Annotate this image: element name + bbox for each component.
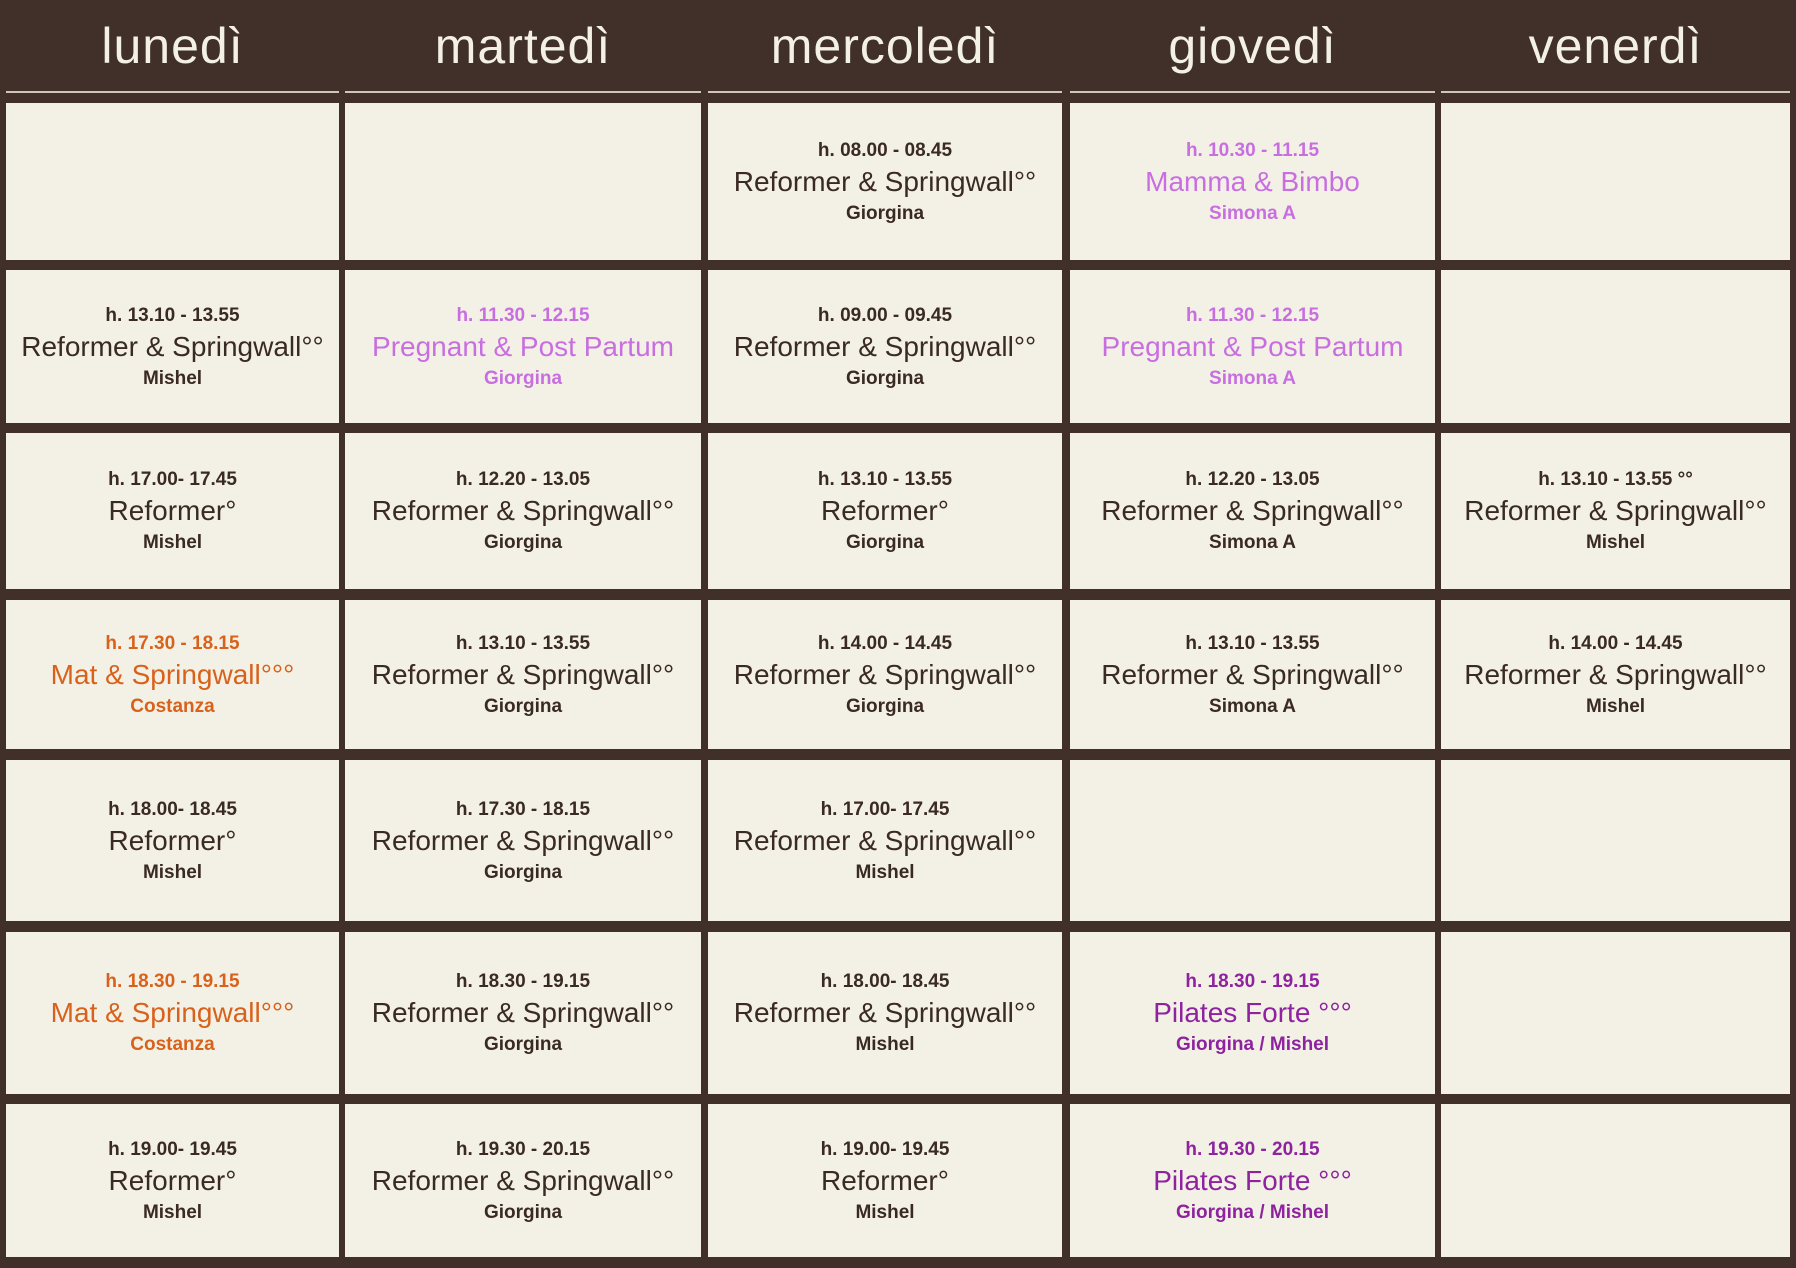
class-slot xyxy=(345,760,701,921)
class-instructor: Simona A xyxy=(1209,695,1296,717)
class-name: Reformer° xyxy=(108,824,237,856)
empty-slot xyxy=(1441,103,1790,260)
class-instructor: Costanza xyxy=(130,695,215,717)
class-instructor: Giorgina xyxy=(483,532,563,553)
day-header-martedi: martedì xyxy=(345,0,701,93)
class-slot xyxy=(1070,1104,1435,1257)
class-name: Reformer & Springwall°° xyxy=(371,1164,675,1196)
class-time: h. 11.30 - 12.15 xyxy=(1185,304,1320,326)
class-time: h. 11.30 - 12.15 xyxy=(456,304,590,326)
class-time: h. 17.30 - 18.15 xyxy=(105,632,240,654)
class-name: Reformer & Springwall°° xyxy=(371,997,675,1028)
class-instructor: Giorgina xyxy=(483,367,563,389)
class-slot xyxy=(6,1104,339,1257)
class-time: h. 17.00- 17.45 xyxy=(108,469,237,490)
class-name: Reformer & Springwall°° xyxy=(733,658,1037,690)
class-time: h. 08.00 - 08.45 xyxy=(817,139,953,161)
class-instructor: Mishel xyxy=(855,1034,915,1055)
class-instructor: Giorgina xyxy=(483,1201,563,1223)
class-slot xyxy=(6,433,339,589)
class-time: h. 19.30 - 20.15 xyxy=(455,1138,591,1160)
class-time: h. 18.00- 18.45 xyxy=(108,798,237,820)
class-slot xyxy=(708,760,1062,921)
class-instructor: Mishel xyxy=(142,532,203,553)
class-slot xyxy=(708,1104,1062,1257)
class-name: Reformer & Springwall°° xyxy=(1101,658,1404,690)
class-slot xyxy=(6,932,339,1094)
class-instructor: Simona A xyxy=(1209,202,1296,224)
class-name: Mat & Springwall°°° xyxy=(50,997,295,1028)
class-slot xyxy=(6,270,339,423)
day-header-lunedi: lunedì xyxy=(6,0,339,93)
class-name: Reformer° xyxy=(108,495,237,526)
class-time: h. 18.30 - 19.15 xyxy=(455,971,591,992)
class-name: Pregnant & Post Partum xyxy=(1101,330,1404,362)
class-slot xyxy=(345,600,701,749)
class-name: Reformer & Springwall°° xyxy=(733,330,1037,362)
empty-slot xyxy=(1441,270,1790,423)
class-instructor: Giorgina xyxy=(483,1034,563,1055)
class-name: Mamma & Bimbo xyxy=(1145,165,1360,197)
class-slot xyxy=(708,433,1062,589)
class-instructor: Mishel xyxy=(855,1201,915,1223)
class-time: h. 13.10 - 13.55 xyxy=(817,469,953,490)
class-slot xyxy=(708,600,1062,749)
class-slot xyxy=(345,270,701,423)
class-slot xyxy=(1070,103,1435,260)
class-time: h. 13.10 - 13.55 xyxy=(1185,632,1320,654)
empty-slot xyxy=(1441,1104,1790,1257)
class-time: h. 18.30 - 19.15 xyxy=(105,971,240,992)
class-time: h. 14.00 - 14.45 xyxy=(817,632,953,654)
class-instructor: Giorgina xyxy=(845,202,925,224)
class-time: h. 13.10 - 13.55 °° xyxy=(1538,469,1693,490)
class-instructor: Simona A xyxy=(1209,532,1296,553)
class-name: Reformer & Springwall°° xyxy=(371,658,675,690)
class-instructor: Costanza xyxy=(130,1034,215,1055)
class-name: Pregnant & Post Partum xyxy=(372,330,674,362)
class-time: h. 17.30 - 18.15 xyxy=(455,798,591,820)
day-header-row xyxy=(0,0,1796,93)
class-slot xyxy=(345,1104,701,1257)
class-instructor: Mishel xyxy=(142,861,203,883)
class-instructor: Giorgina xyxy=(845,695,925,717)
class-name: Reformer & Springwall°° xyxy=(21,330,324,362)
class-slot xyxy=(708,932,1062,1094)
empty-slot xyxy=(6,103,339,260)
empty-slot xyxy=(1070,760,1435,921)
class-time: h. 12.20 - 13.05 xyxy=(1185,469,1320,490)
class-time: h. 18.00- 18.45 xyxy=(820,971,950,992)
class-name: Reformer & Springwall°° xyxy=(1464,658,1767,690)
class-time: h. 13.10 - 13.55 xyxy=(105,304,240,326)
class-name: Reformer & Springwall°° xyxy=(1464,495,1767,526)
class-time: h. 13.10 - 13.55 xyxy=(455,632,591,654)
class-instructor: Mishel xyxy=(1585,695,1646,717)
class-instructor: Simona A xyxy=(1209,367,1296,389)
day-header-giovedi: giovedì xyxy=(1070,0,1435,93)
class-instructor: Mishel xyxy=(142,1201,203,1223)
class-instructor: Mishel xyxy=(855,861,915,883)
class-instructor: Giorgina xyxy=(483,861,563,883)
class-slot xyxy=(708,270,1062,423)
empty-slot xyxy=(1441,760,1790,921)
class-slot xyxy=(345,433,701,589)
class-name: Pilates Forte °°° xyxy=(1153,997,1352,1028)
class-instructor: Mishel xyxy=(142,367,203,389)
class-instructor: Giorgina xyxy=(845,532,925,553)
class-name: Reformer & Springwall°° xyxy=(733,997,1037,1028)
class-time: h. 09.00 - 09.45 xyxy=(817,304,953,326)
day-header-mercoledi: mercoledì xyxy=(708,0,1062,93)
class-name: Reformer° xyxy=(821,495,949,526)
class-time: h. 14.00 - 14.45 xyxy=(1548,632,1683,654)
class-instructor: Giorgina / Mishel xyxy=(1175,1201,1330,1223)
class-slot xyxy=(6,760,339,921)
class-time: h. 19.30 - 20.15 xyxy=(1185,1138,1320,1160)
class-name: Reformer & Springwall°° xyxy=(1101,495,1404,526)
class-instructor: Giorgina xyxy=(845,367,925,389)
class-slot xyxy=(1070,433,1435,589)
class-name: Mat & Springwall°°° xyxy=(50,658,295,690)
class-name: Reformer & Springwall°° xyxy=(733,165,1037,197)
class-instructor: Giorgina xyxy=(483,695,563,717)
class-slot xyxy=(708,103,1062,260)
class-time: h. 17.00- 17.45 xyxy=(820,798,950,820)
class-time: h. 19.00- 19.45 xyxy=(108,1138,237,1160)
class-instructor: Giorgina / Mishel xyxy=(1175,1034,1330,1055)
class-slot xyxy=(345,932,701,1094)
class-time: h. 12.20 - 13.05 xyxy=(455,469,591,490)
class-instructor: Mishel xyxy=(1585,532,1646,553)
class-slot xyxy=(1441,600,1790,749)
class-name: Reformer & Springwall°° xyxy=(371,495,675,526)
class-name: Reformer° xyxy=(108,1164,237,1196)
class-name: Reformer° xyxy=(821,1164,949,1196)
class-time: h. 19.00- 19.45 xyxy=(820,1138,950,1160)
class-slot xyxy=(1070,600,1435,749)
class-time: h. 10.30 - 11.15 xyxy=(1185,139,1320,161)
class-time: h. 18.30 - 19.15 xyxy=(1185,971,1320,992)
day-header-venerdi: venerdì xyxy=(1441,0,1790,93)
class-name: Pilates Forte °°° xyxy=(1153,1164,1352,1196)
class-name: Reformer & Springwall°° xyxy=(371,824,675,856)
class-slot xyxy=(6,600,339,749)
class-slot xyxy=(1070,932,1435,1094)
empty-slot xyxy=(1441,932,1790,1094)
class-slot xyxy=(1070,270,1435,423)
empty-slot xyxy=(345,103,701,260)
class-slot xyxy=(1441,433,1790,589)
class-name: Reformer & Springwall°° xyxy=(733,824,1037,856)
